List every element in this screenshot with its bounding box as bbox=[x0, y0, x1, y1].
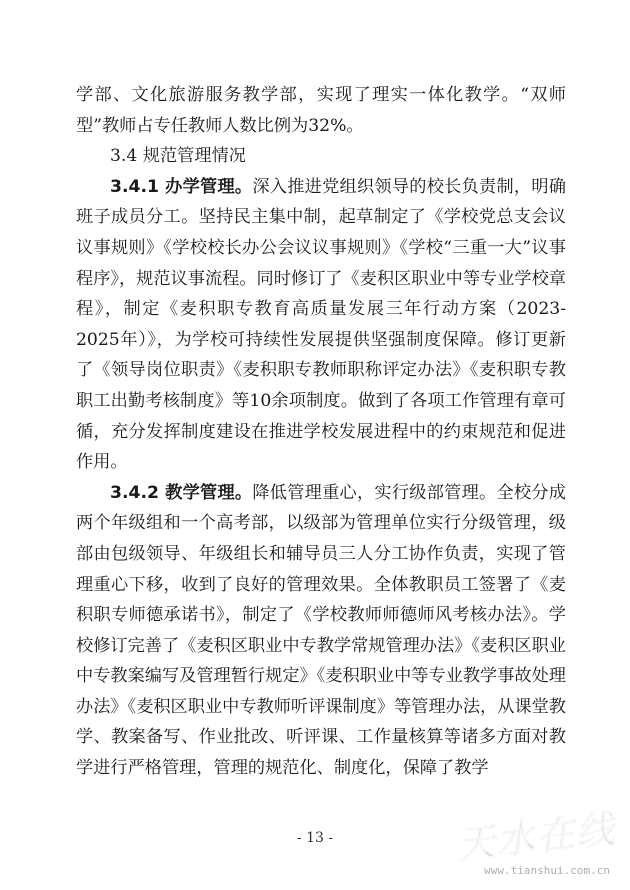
section-heading: 3.4 规范管理情况 bbox=[110, 146, 246, 167]
subsection-lead-teaching-management: 3.4.2 教学管理。 bbox=[110, 482, 253, 503]
subsection-body-school-management: 深入推进党组织领导的校长负责制，明确班子成员分工。坚持民主集中制，起草制定了《学校党总支会议议事规则》《学校校长办公会议议事规则》《学校“三重一大”议事程序》，规范议事流程。同时修订了《麦积区职业中等专业学校章程》，制定《麦积职专教育高质量发展三年行动方案（2023-2025年）》，为学校可持续性发展提供坚强制度保障。修订更新了《领导岗位职责》《麦积职专教师职称评定办法》《麦积职专教职工出勤考核制度》等10余项制度。做到了各项工作管理有章可循，充分发挥制度建设在推进学校发展进程中的约束规范和促进作用。 bbox=[76, 176, 566, 473]
paragraph-teaching-management bbox=[76, 478, 566, 784]
watermark-logo-text: 天水在线 bbox=[454, 806, 619, 868]
continuation-paragraph: 学部、文化旅游服务教学部，实现了理实一体化教学。“双师型”教师占专任教师人数比例为32%。 bbox=[76, 85, 566, 136]
paragraph-school-management bbox=[76, 172, 566, 478]
subsection-lead-school-management: 3.4.1 办学管理。 bbox=[110, 176, 253, 197]
subsection-body-teaching-management: 降低管理重心，实行级部管理。全校分成两个年级组和一个高考部，以级部为管理单位实行分级管理，级部由包级领导、年级组长和辅导员三人分工协作负责，实现了管理重心下移，收到了良好的管理效果。全体教职员工签署了《麦积职专师德承诺书》，制定了《学校教师师德师风考核办法》。学校修订完善了《麦积区职业中专教学常规管理办法》《麦积区职业中专教案编写及管理暂行规定》《麦积职业中等专业教学事故处理办法》《麦积区职业中专教师听评课制度》等管理办法，从课堂教学、教案备写、作业批改、听评课、工作量核算等诸多方面对教学进行严格管理，管理的规范化、制度化，保障了教学 bbox=[76, 482, 566, 779]
body-text bbox=[76, 80, 566, 784]
page-number: - 13 - bbox=[296, 830, 334, 846]
site-watermark bbox=[416, 806, 619, 886]
watermark-url: www.tianshui.com.cn bbox=[484, 864, 610, 877]
